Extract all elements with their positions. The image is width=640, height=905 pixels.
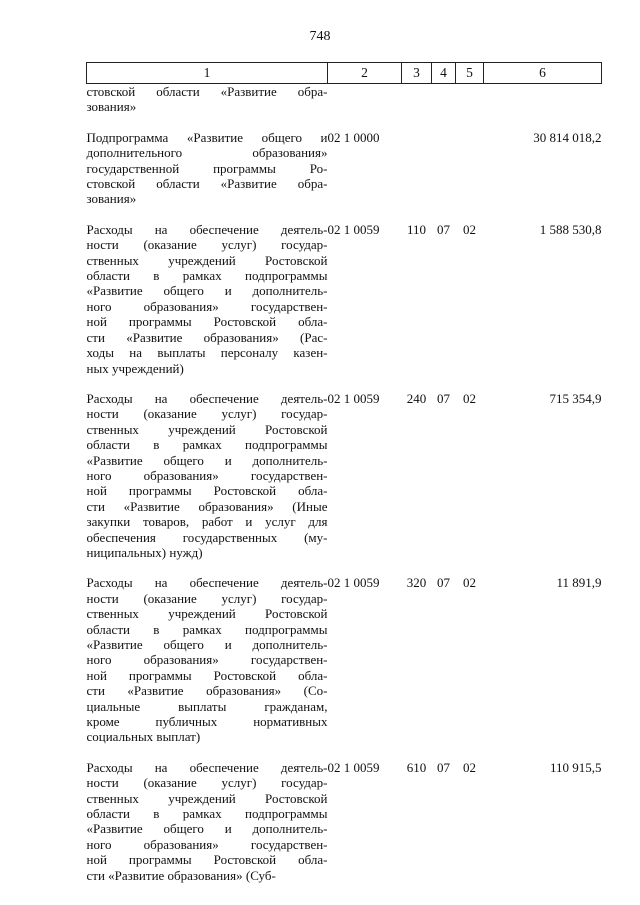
table-row: [87, 760, 602, 883]
table-row: [87, 575, 602, 759]
description-line: стовской области «Развитие обра-: [86, 84, 328, 99]
description-line: циальные выплаты гражданам,: [86, 698, 328, 714]
description-line: «Развитие общего и дополнитель-: [86, 283, 328, 299]
description-line: стовской области «Развитие обра-: [86, 176, 328, 192]
description-line: области в рамках подпрограммы: [86, 806, 328, 822]
row-description: [87, 391, 328, 575]
page-number: 748: [309, 29, 331, 44]
row-subsection: [456, 84, 484, 130]
column-header: 3: [402, 63, 432, 84]
row-target-code: 02 1 0059: [327, 759, 380, 775]
table-row: [87, 130, 602, 222]
description-line: «Развитие общего и дополнитель-: [86, 821, 328, 837]
row-description: [87, 760, 328, 883]
description-line: ных учреждений): [86, 360, 184, 376]
row-expense-type: [402, 130, 432, 222]
row-description: [87, 575, 328, 759]
description-line: Расходы на обеспечение деятель-: [86, 221, 328, 237]
row-expense-type: [402, 84, 432, 130]
description-line: ной программы Ростовской обла-: [86, 483, 328, 499]
description-line: ного образования» государствен-: [86, 467, 328, 483]
row-section: [432, 84, 456, 130]
row-subsection: 02: [463, 575, 476, 591]
table-row: [87, 391, 602, 575]
row-subsection: 02: [463, 221, 476, 237]
row-section: 07: [437, 759, 450, 775]
row-amount: 715 354,9: [549, 390, 602, 406]
table-body: [87, 84, 602, 884]
description-line: сти «Развитие образования» (Рас-: [86, 329, 328, 345]
row-amount: 30 814 018,2: [533, 129, 602, 145]
row-expense-type: 110: [406, 221, 427, 237]
row-subsection: 02: [463, 390, 476, 406]
description-line: ниципальных) нужд): [86, 544, 203, 560]
description-line: Расходы на обеспечение деятель-: [86, 759, 328, 775]
table-row: [87, 84, 602, 130]
description-line: сти «Развитие образования» (Со-: [86, 683, 328, 699]
description-line: «Развитие общего и дополнитель-: [86, 637, 328, 652]
description-line: сти «Развитие образования» (Иные: [86, 498, 328, 514]
row-expense-type: 610: [406, 759, 427, 775]
row-target-code: 02 1 0059: [327, 221, 380, 237]
row-amount: 1 588 530,8: [539, 221, 602, 237]
row-description: [87, 222, 328, 391]
description-line: Расходы на обеспечение деятель-: [86, 575, 328, 591]
description-line: ной программы Ростовской обла-: [86, 852, 328, 868]
row-amount: 11 891,9: [556, 575, 602, 591]
row-section: [432, 130, 456, 222]
description-line: Расходы на обеспечение деятель-: [86, 390, 328, 406]
row-expense-type: 320: [406, 575, 427, 591]
description-line: ного образования» государствен-: [86, 298, 328, 314]
row-amount: [484, 84, 602, 130]
row-target-code: 02 1 0059: [327, 390, 380, 406]
description-line: ственных учреждений Ростовской: [86, 790, 328, 806]
description-line: социальных выплат): [86, 729, 201, 745]
description-line: ного образования» государствен-: [86, 652, 328, 668]
description-line: ности (оказание услуг) государ-: [86, 775, 328, 791]
row-subsection: 02: [463, 759, 476, 775]
row-target-code: 02 1 0059: [327, 575, 380, 591]
description-line: области в рамках подпрограммы: [86, 268, 328, 284]
description-line: ной программы Ростовской обла-: [86, 667, 328, 683]
table-row: [87, 222, 602, 391]
description-line: ходы на выплаты персоналу казен-: [86, 345, 328, 361]
row-amount: 110 915,5: [549, 759, 602, 775]
description-line: ственных учреждений Ростовской: [86, 421, 328, 437]
column-header: 2: [328, 63, 402, 84]
column-header: 4: [432, 63, 456, 84]
description-line: области в рамках подпрограммы: [86, 621, 328, 637]
row-section: 07: [437, 221, 450, 237]
column-header: 6: [484, 63, 602, 84]
description-line: ности (оказание услуг) государ-: [86, 237, 328, 253]
description-line: ности (оказание услуг) государ-: [86, 590, 328, 606]
row-target-code: 02 1 0000: [327, 129, 380, 145]
row-subsection: [456, 130, 484, 222]
description-line: Подпрограмма «Развитие общего и: [86, 129, 328, 145]
row-description: [87, 84, 328, 130]
column-header: 1: [87, 63, 328, 84]
description-line: ной программы Ростовской обла-: [86, 314, 328, 330]
description-line: ного образования» государствен-: [86, 836, 328, 852]
description-line: «Развитие общего и дополнитель-: [86, 452, 328, 468]
description-line: обеспечения государственных (му-: [86, 529, 328, 545]
description-line: ственных учреждений Ростовской: [86, 606, 328, 622]
budget-table: [86, 62, 602, 883]
row-expense-type: 240: [406, 390, 427, 406]
row-target-code: [328, 84, 402, 130]
column-header: 5: [456, 63, 484, 84]
row-description: [87, 130, 328, 222]
row-section: 07: [437, 390, 450, 406]
description-line: ности (оказание услуг) государ-: [86, 406, 328, 422]
description-line: дополнительного образования»: [86, 145, 328, 161]
description-line: зования»: [86, 191, 137, 207]
description-line: ственных учреждений Ростовской: [86, 252, 328, 268]
table-header-row: [87, 63, 602, 84]
description-line: сти «Развитие образования» (Суб-: [86, 867, 276, 883]
description-line: государственной программы Ро-: [86, 160, 328, 176]
description-line: области в рамках подпрограммы: [86, 437, 328, 453]
description-line: закупки товаров, работ и услуг для: [86, 514, 328, 530]
description-line: зования»: [86, 99, 137, 115]
description-line: кроме публичных нормативных: [86, 714, 328, 730]
row-section: 07: [437, 575, 450, 591]
